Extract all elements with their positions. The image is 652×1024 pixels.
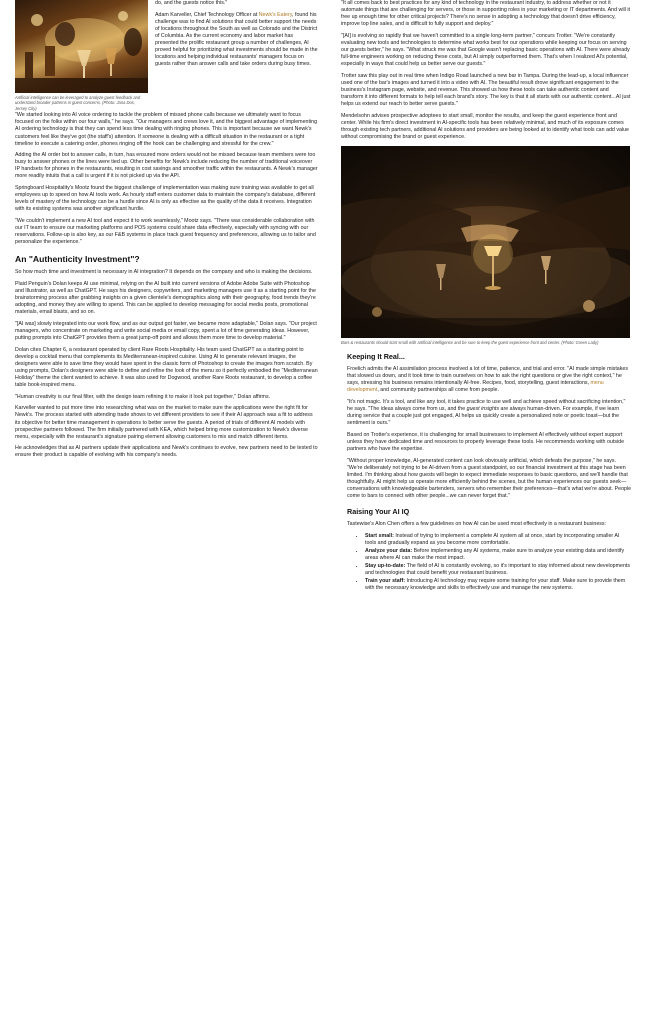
list-item — [365, 563, 632, 577]
restaurant-photo — [341, 146, 630, 338]
bullet-text: Before implementing any AI systems, make sure to analyze your existing data and identify areas where AI can make the most impact. — [365, 547, 625, 562]
paragraph-human-creativity: "Human creativity is our final filter, with the design team refining it to make it look put together," Dolan affirms. — [15, 393, 271, 400]
heading-raising-ai-iq: Raising Your AI IQ — [347, 507, 410, 517]
restaurant-photo-illustration — [341, 146, 630, 338]
heading-keeping-it-real: Keeping It Real... — [347, 352, 405, 362]
bullet-text: Instead of trying to implement a complete AI system all at once, start by incorporating smaller AI tools and gradually expand as you become more comfortable. — [365, 532, 620, 546]
froelich-end: , and community partnerships all come from people. — [377, 387, 499, 394]
not-magic-end: are always human-driven. For example, if we learn during service that a couple just got engaged, AI helps us quickly create a personalized note or poetic toast—but the sentiment is ours." — [347, 406, 620, 427]
karveller-intro — [155, 12, 318, 69]
keeping-it-real-section — [341, 366, 632, 500]
paragraph-best-practices: "It all comes back to best practices for any kind of technology in the restaurant industry, to address whether or not it automate things that are challenging for servers, or those in supporting roles in your marketing or IT departments. And will it free up enough time for other critical projects? There's no sense in adopting a technology that doesn't drive efficiency, improve top line sales, and is difficult to fully support and deploy." — [341, 0, 631, 28]
paragraph-plaid-penguin: Plaid Penguin's Dolan keeps AI use minimal, relying on the AI built into current versions of Adobe Adobe Suite with Photoshop and Illustrator, as well as ChatGPT. He says his designers, copywriters, and marketing managers use it as a starting point for the brainstorming process after grabbing insights on a given clientele's demographics along with their geography, food trends they're adopting, and money they are willing to spend. This can be applied to develop messaging for social media posts, promotional materials, email blasts, and so on. — [15, 280, 316, 316]
intro-quote-end: do, and the guests notice this." — [155, 0, 228, 6]
left-column — [15, 0, 318, 464]
not-magic-start: "It's not magic. It's a tool, and like any tool, it takes practice to use well and achieve speed without sacrificing intention," he says. "The ideas always come from us, and the — [347, 398, 626, 413]
froelich-start: Froelich admits the AI assimilation process involved a lot of time, patience, and trial and error. "AI made simple mistakes that slowed us down, and it took time to train ourselves on how to ask the right questions or give the right context," he says, stressing his business remains intentionally AI-free. Recipes, food, storytelling, guest interactions, — [347, 366, 628, 387]
bullet-label: Train your staff: — [365, 578, 406, 585]
paragraph-froelich — [347, 366, 632, 394]
bullet-label: Stay up-to-date: — [365, 563, 406, 570]
paragraph-couldnt-implement: "We couldn't implement a new AI tool and expect it to work seamlessly," Mootz says. "There was considerable collaboration with our IT team to ensure our marketing platforms and POS systems could share data effectively, especially with syncing with our reservations. Follow-up is also key, as our F&B systems in place track guest frequency and preferences, allowing us to tailor and personalize the experience." — [15, 217, 316, 246]
bullet-label: Analyze your data: — [365, 547, 413, 554]
bar-photo-figure — [15, 0, 148, 111]
guest-insights-emphasis: guest insights — [466, 406, 500, 413]
paragraph-mendelsohn: Mendelsohn advises prospective adoptees to start small, monitor the results, and keep the guest experience front and center. While his firm's direct investment in AI-specific tools has been relatively minimal, and much of its exposure comes through existing tech partners, additional AI solutions and providers are being looked at to identify what tools can add value without compromising the brand or guest experience. — [341, 112, 629, 141]
paragraph-evolving: "[AI] is evolving so rapidly that we haven't committed to a single long-term partner," concurs Trotter. "We're constantly evaluating new tools and technologies to determine what works best for our operations while keeping our focus on serving our guests better," he says. "What struck me was that Google wasn't replacing basic operations with AI. There were already full-time engineers working on reducing these costs, but AI simply outperformed them. That's when I realized AI's potential, especially in ways that could help us better serve our guests." — [341, 32, 630, 68]
paragraph-slowly-integrated: "[AI was] slowly integrated into our work flow, and as our output got faster, we became more adaptable," Dolan says. "Our project managers, who concentrate on marketing and write social media or email copy, spent a lot of time generating ideas. However, putting prompts into ChatGPT provides them a great jump-off point and allows them more time to develop material." — [15, 320, 317, 342]
paragraph-springboard: Springboard Hospitality's Mootz found the biggest challenge of implementation was making sure training was available to get all employees up to speed on how AI tools work. As hourly staff enters customer data to maintain the company's database, different levels of mastery of the technology can be a hurdle since AI is only as effective as the quality of the data it receives. Integration with its existing systems was another significant hurdle. — [15, 185, 316, 213]
raising-ai-iq-section — [341, 521, 632, 592]
bullet-text: Introducing AI technology may require some training for your staff. Make sure to provide them with the necessary knowledge and skills to effectively use and manage the new systems. — [365, 578, 626, 592]
list-item — [365, 533, 632, 547]
karveller-intro-rest: , found his challenge was to find AI solutions that could better support the needs of locations throughout the South as well as Colorado and the District of Columbia. As the current economy and labor market has presented the prolific restaurant group a number of challenges, AI proved helpful for prioritizing what investments should be made in the locations and helping individual restaurants' managers focus on guests rather than answer calls and take orders during busy times. — [155, 11, 318, 68]
bullet-text: The field of AI is constantly evolving, so it's important to stay informed about new developments and technologies that could benefit your restaurant business. — [365, 563, 631, 577]
menu-development-link[interactable]: menu development — [347, 380, 604, 394]
guidelines-list — [347, 533, 632, 593]
paragraph-without-knowledge: "Without proper knowledge, AI-generated content can look obviously artificial, which defeats the purpose," he says. "We're deliberately not trying to be AI-driven from a guest standpoint, so our financial investment at this stage has been limited. I'm thinking about how guests will begin to expect immediate responses to basic questions, and we'll handle that thoughtfully. AI might help us operate more efficiently behind the scenes, but the human experiences our guests seek—conversations with knowledgeable bartenders, servers who remember their preferences—that's what we're about. People come to bars to connect with other people...we can never forget that." — [347, 457, 632, 500]
paragraph-not-magic — [347, 399, 632, 427]
intro-text — [155, 0, 318, 111]
list-item — [365, 548, 632, 562]
bullet-label: Start small: — [365, 532, 394, 539]
karveller-intro-start: Adam Karveller, Chief Technology Officer at — [155, 11, 259, 18]
paragraph-acknowledges: He acknowledges that as AI partners update their applications and Newk's continues to evolve, new partners need to be tested to ensure their product is capable of evolving with his company's needs. — [15, 445, 318, 459]
list-item — [365, 578, 632, 592]
paragraph-how-much: So how much time and investment is necessary in AI integration? It depends on the company and who is making the decisions. — [15, 269, 313, 276]
paragraph-tastewise: Tastewise's Alon Chen offers a few guidelines on how AI can be used most effectively in a restaurant business: — [347, 521, 607, 528]
paragraph-chapter-6: Dolan cites Chapter 6, a restaurant operated by client Rare Roots Hospitality. His team used ChatGPT as a starting point to develop a cocktail menu that complements its Mediterranean-inspired cuisine. Using AI to generate relevant images, the designers were able to save time they would have spent in the classic form of Photoshop to create the images from scratch. By using prompts, Dolan's designers were able to define and refine the look of the menu so it perfectly embodied the "Mediterranean Holiday" theme the client wanted to achieve. It was also used for Dogwood, another Rare Roots restaurant, to develop a coffee table book-inspired menu. — [15, 346, 318, 389]
paragraph-based-on-trotter: Based on Trotter's experience, it is challenging for small businesses to implement AI effectively without expert support unless they have dedicated time and resources to properly leverage these tools. He recommends working with outside partners who have the expertise. — [347, 431, 625, 453]
paragraph-adding-bot: Adding the AI order bot to answer calls, in turn, has ensured more orders would not be missed because team members were too busy to answer phones or the lines were tied up. Other benefits for Newk's include reducing the number of traditional voiceover IP handsets for phones in the restaurants, resulting in cost savings and smoother traffic within the restaurants. A Newk's manager more readily intuits that a call is urgent if it is not picked up via the API. — [15, 152, 318, 180]
heading-authenticity-investment: An "Authenticity Investment"? — [15, 254, 140, 265]
bar-photo-illustration — [15, 0, 148, 93]
right-column — [341, 0, 632, 594]
paragraph-karveller-research: Karveller wanted to put more time into researching what was on the market to make sure the applications were the right fit for Newk's. The process started with attending trade shows to vet different providers to see if their AI approach was a fit to address its objective for better time management in operations to better serve the guests. A period of trials of different AI models with prospective partners followed. The firm initially partnered with KEA, which helped bring more customization to Newk's diverse menu, especially with the restaurant's signature pairing element allowing customers to mix and match different items. — [15, 405, 313, 440]
paragraph-trotter-tampa: Trotter saw this play out in real time when Indigo Road launched a new bar in Tampa. During the lead-up, a local influencer used one of the bar's images and turned it into a video with AI. The beautiful result drove significant engagement to the business's Instagram page, website, and revenue. This showed us how these tools can take authentic content and transform it into different formats to help tell each brand's story. The key is that it all starts with our authentic content...AI just helps us extend our reach to better serve guests." — [341, 72, 631, 108]
paragraph-started-looking: "We started looking into AI voice ordering to tackle the problem of missed phone calls because we ultimately want to focus focused on the folks within our four walls," he says. "Our managers and crews love it, and the biggest advantage of implementing AI ordering technology is that they can spend less time dealing with ringing phones. This is important because we want Newk's customers feel like they've got (the staff's) attention. If someone is dealing with a difficult situation in the restaurant or a tight timeline to execute a catering order, phones ringing off the hook can be challenging and stressful for the crew." — [15, 112, 318, 147]
intro-row — [15, 0, 318, 111]
bar-photo — [15, 0, 148, 93]
newks-eatery-link[interactable]: Newk's Eatery — [258, 11, 293, 18]
bar-photo-caption: Artificial intelligence can be leveraged to analyze guest feedback and understand broader patterns in guest concerns. (Photo: Jana Dos, Jersey City) — [15, 95, 141, 111]
restaurant-photo-caption: Bars & restaurants should start small with artificial intelligence and be sure to keep the guest experience front and center. (Photo: Green Lady) — [341, 339, 599, 345]
